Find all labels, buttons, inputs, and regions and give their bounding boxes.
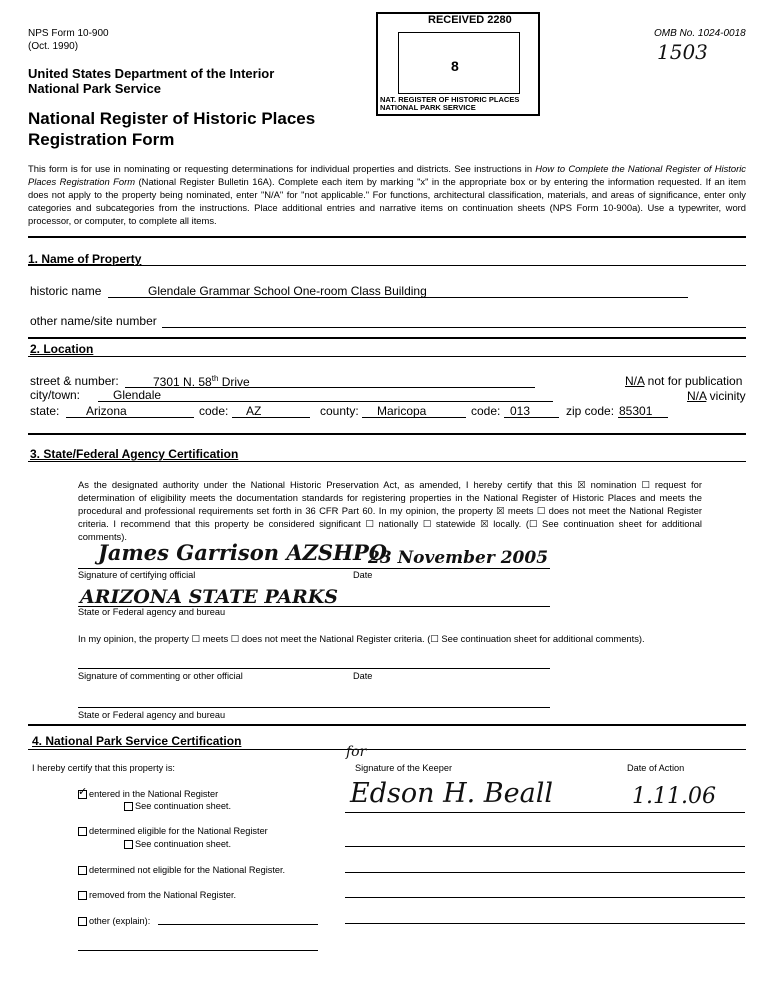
- signature-label: Signature of certifying official: [78, 570, 196, 580]
- form-title-line2: Registration Form: [28, 130, 175, 149]
- option-other[interactable]: other (explain):: [78, 915, 150, 928]
- comment-signature-label: Signature of commenting or other official: [78, 671, 243, 681]
- other-name-field[interactable]: [162, 327, 746, 328]
- date-label: Date: [353, 570, 373, 580]
- comment-date-label: Date: [353, 671, 373, 681]
- checkbox-checked[interactable]: ✓: [78, 786, 88, 799]
- agency-handwriting: ARIZONA STATE PARKS: [80, 586, 338, 608]
- agency-label: State or Federal agency and bureau: [78, 607, 226, 617]
- date-of-action-handwriting: 1.11.06: [632, 784, 716, 809]
- other-explain-field[interactable]: [158, 924, 318, 925]
- form-title-line1: National Register of Historic Places: [28, 109, 316, 128]
- section3-heading: 3. State/Federal Agency Certification: [30, 447, 239, 461]
- state-value[interactable]: Arizona: [86, 404, 127, 418]
- state-label: state:: [30, 404, 60, 418]
- agency-line1: United States Department of the Interior: [28, 66, 275, 81]
- code2-value[interactable]: 013: [510, 404, 531, 418]
- date-of-action-label: Date of Action: [627, 763, 685, 773]
- keeper-label: Signature of the Keeper: [355, 763, 453, 773]
- county-label: county:: [320, 404, 359, 418]
- handwritten-number: 1503: [657, 40, 708, 64]
- historic-name-label: historic name: [30, 284, 102, 298]
- option-entered[interactable]: ✓ entered in the National Register: [78, 786, 219, 799]
- stamp-received: RECEIVED 2280: [428, 14, 512, 26]
- city-label: city/town:: [30, 388, 81, 402]
- zip-value[interactable]: 85301: [619, 404, 653, 418]
- historic-name-value[interactable]: Glendale Grammar School One-room Class Building: [148, 284, 427, 298]
- certify-label: I hereby certify that this property is:: [32, 763, 175, 773]
- code-value[interactable]: AZ: [246, 404, 262, 418]
- divider: [28, 236, 746, 238]
- omb-number: OMB No. 1024-0018: [654, 28, 746, 39]
- stamp-bottom: NAT. REGISTER OF HISTORIC PLACES NATIONAL PARK SERVICE: [380, 95, 520, 112]
- section2-heading: 2. Location: [30, 342, 94, 356]
- street-label: street & number:: [30, 374, 119, 388]
- option-entered-continuation[interactable]: See continuation sheet.: [124, 800, 231, 813]
- option-not-eligible[interactable]: determined not eligible for the National Register.: [78, 864, 285, 877]
- option-eligible-continuation[interactable]: See continuation sheet.: [124, 838, 231, 851]
- zip-label: zip code:: [566, 404, 615, 418]
- received-stamp: [376, 12, 540, 116]
- instructions: This form is for use in nominating or requesting determinations for individual properties and districts. See instructions in How to Complete the National Register of Historic Places Registration Form (National Register Bulletin 16A). Complete each item by marking "x" in the appropriate box or by entering the information requested. If an item does not apply to the property being nominated, enter "N/A" for "not applicable." For functions, architectural classification, materials, and areas of significance, enter only categories and subcategories from the instructions. Place additional entries and narrative items on continuation sheets (NPS Form 10-900a). Use a typewriter, word processor, or computer, to complete all items.: [28, 163, 746, 226]
- opinion-text: In my opinion, the property ☐ meets ☐ does not meet the National Register criteria. (☐ See continuation sheet for additional comments).: [78, 633, 645, 644]
- vicinity: N/A vicinity: [687, 389, 746, 403]
- agency-line2: National Park Service: [28, 81, 161, 96]
- for-handwriting: for: [346, 744, 367, 760]
- option-eligible[interactable]: determined eligible for the National Register: [78, 825, 268, 838]
- other-name-label: other name/site number: [30, 314, 157, 328]
- option-removed[interactable]: removed from the National Register.: [78, 889, 236, 902]
- form-date: (Oct. 1990): [28, 41, 79, 52]
- certifying-date: 23 November 2005: [368, 548, 549, 568]
- certifying-signature: James Garrison AZSHPO: [98, 540, 388, 565]
- comment-agency-label: State or Federal agency and bureau: [78, 710, 226, 720]
- code-label: code:: [199, 404, 229, 418]
- section1-heading: 1. Name of Property: [28, 252, 142, 266]
- form-number: NPS Form 10-900: [28, 28, 109, 39]
- stamp-mark: 8: [451, 58, 459, 74]
- keeper-signature: Edson H. Beall: [350, 778, 553, 809]
- city-value[interactable]: Glendale: [113, 388, 162, 402]
- code2-label: code:: [471, 404, 501, 418]
- not-for-publication: N/A not for publication: [625, 374, 743, 388]
- section4-heading: 4. National Park Service Certification: [32, 734, 242, 748]
- street-value[interactable]: 7301 N. 58th Drive: [153, 374, 250, 389]
- certification-paragraph: As the designated authority under the National Historic Preservation Act, as amended, I hereby certify that this ☒ nomination ☐ request for determination of eligibility meets the documentation standards for registering properties in the National Register of Historic Places and meets the procedural and professional requirements set forth in 36 CFR Part 60. In my opinion, the property ☒ meets ☐ does not meet the National Register criteria. I recommend that this property be considered significant ☐ nationally ☐ statewide ☒ locally. (☐ See continuation sheet for additional comments).: [78, 479, 702, 542]
- county-value[interactable]: Maricopa: [377, 404, 427, 418]
